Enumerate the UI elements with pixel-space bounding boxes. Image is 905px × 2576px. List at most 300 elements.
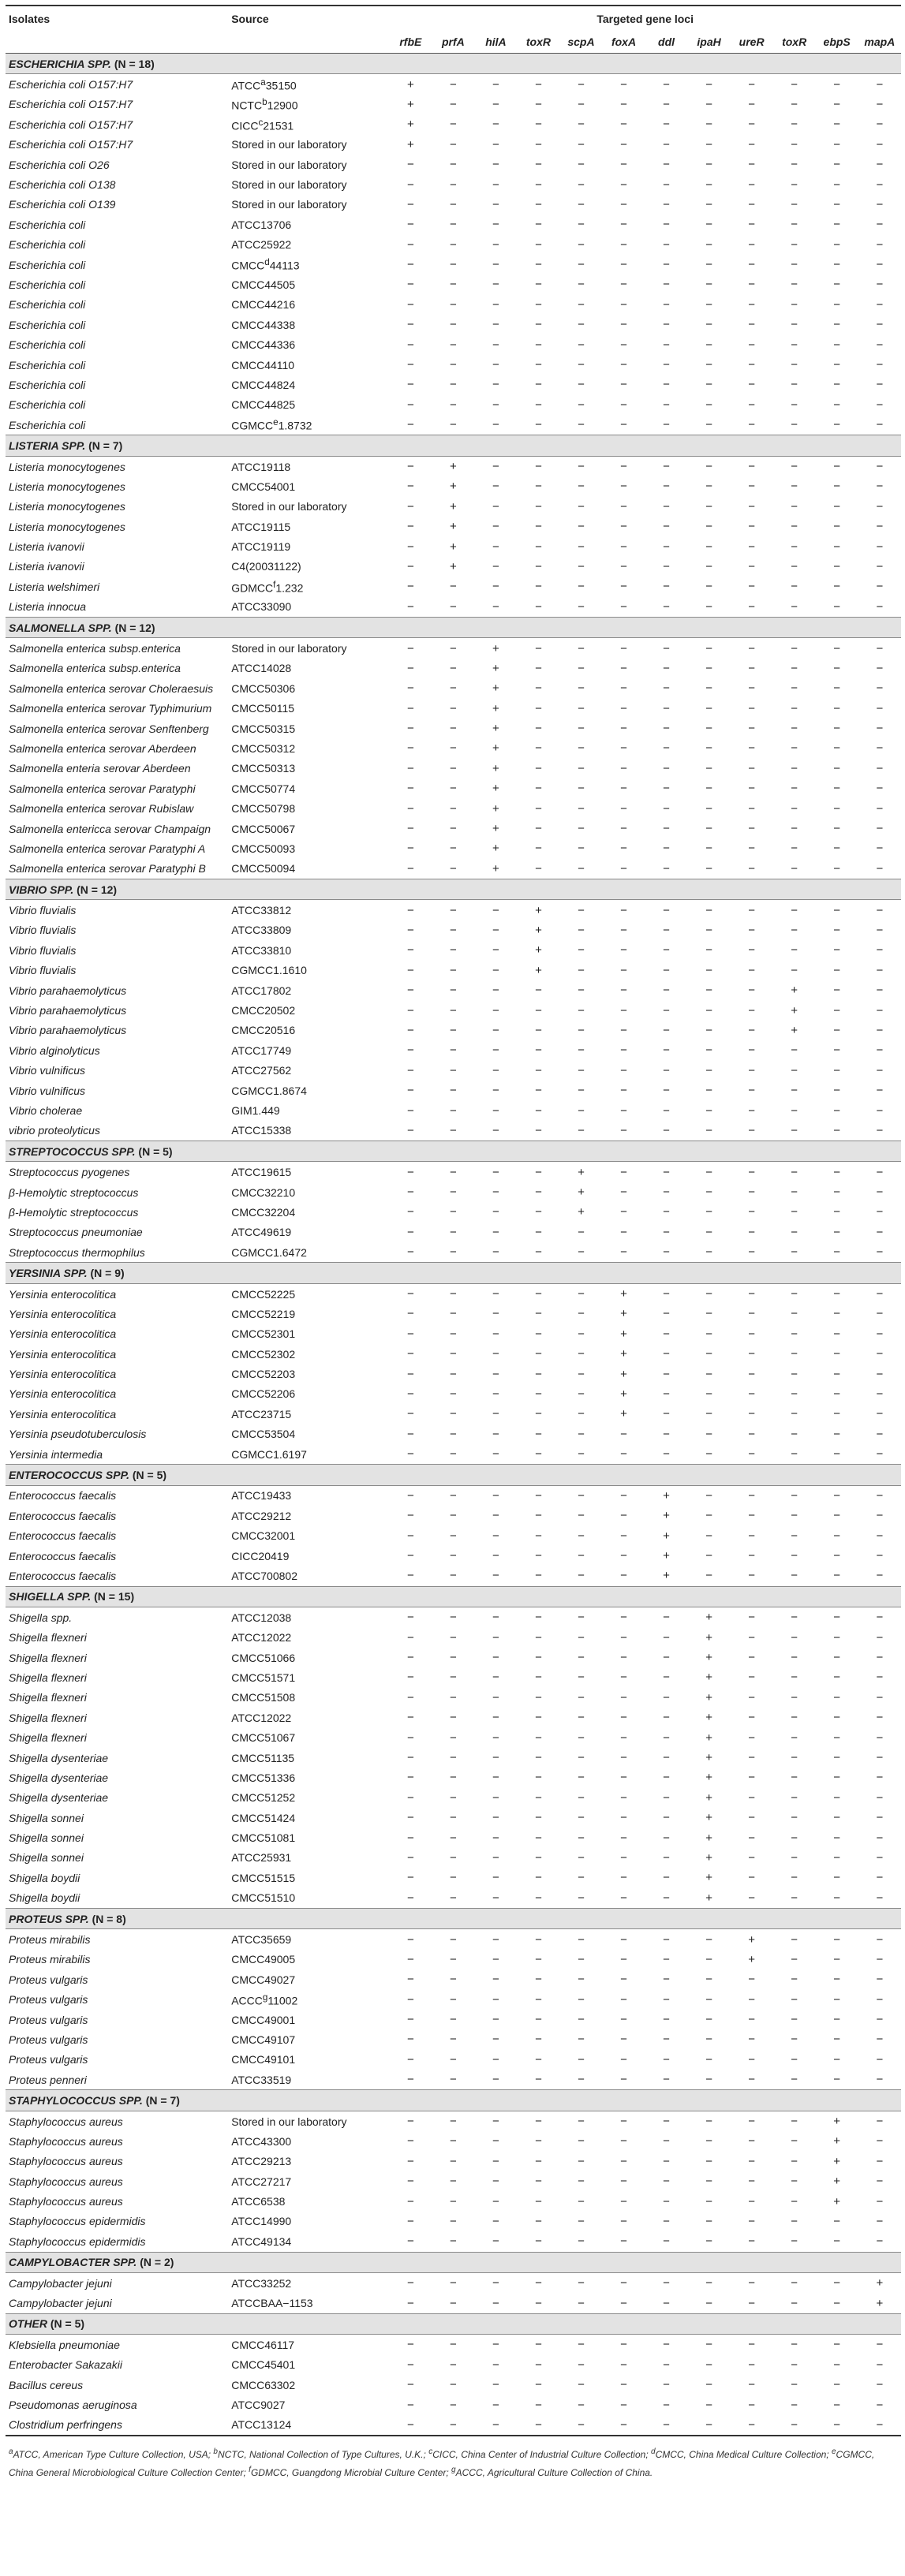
negative-mark: − [705,1992,712,2007]
negative-mark: − [620,1671,627,1685]
negative-mark: − [748,1891,755,1905]
isolate-name: Escherichia coli [9,318,86,331]
negative-mark: − [791,1367,798,1381]
negative-mark: − [705,681,712,696]
source-cell: ATCC17802 [231,984,292,997]
source-cell: ATCC19118 [231,460,291,473]
negative-mark: − [450,822,457,836]
negative-mark: − [535,1327,542,1341]
negative-mark: − [620,1651,627,1665]
group-label [6,879,901,900]
negative-mark: − [833,2296,841,2310]
negative-mark: − [406,722,414,736]
negative-mark: − [705,218,712,232]
negative-mark: − [791,378,798,392]
isolate-name: Salmonella enterica serovar Paratyphi [9,782,196,795]
negative-mark: − [492,984,499,998]
negative-mark: − [833,1407,841,1421]
negative-mark: − [833,1932,841,1947]
negative-mark: − [578,1003,585,1017]
negative-mark: − [620,297,627,312]
negative-mark: − [791,1123,798,1137]
negative-mark: − [578,1973,585,1987]
negative-mark: − [406,923,414,937]
positive-mark: + [620,1367,627,1381]
positive-mark: + [535,963,542,977]
negative-mark: − [876,177,884,192]
negative-mark: − [578,741,585,756]
negative-mark: − [450,641,457,655]
negative-mark: − [578,1891,585,1905]
negative-mark: − [833,599,841,614]
source-cell: CMCC44336 [231,338,296,352]
negative-mark: − [535,1488,542,1503]
negative-mark: − [705,237,712,252]
negative-mark: − [748,1123,755,1137]
source-cell [228,255,389,274]
negative-mark: − [663,1711,670,1725]
table-row [6,1969,901,1989]
negative-mark: − [578,963,585,977]
negative-mark: − [876,580,884,594]
negative-mark: − [748,761,755,775]
negative-mark: − [833,842,841,856]
negative-mark: − [791,1043,798,1058]
negative-mark: − [833,197,841,211]
negative-mark: − [663,297,670,312]
negative-mark: − [535,1063,542,1077]
source-cell: CMCC51135 [231,1751,295,1764]
positive-mark: + [578,1165,585,1179]
footnote-text: $^a$ATCC, American Type Culture Collection, USA; $^b$NCTC, National Collection of Type Cultures, U.K.; $^c$CICC, China Center of Industrial Culture Collection; $^d$CMCC, China Medical Culture Collection; $^e$CGMCC, China General Microbiological Culture Collection Center; $^f$GDMCC, Guangdong Microbial Culture Center; $^g$ACCC, Agricultural Culture Collection of China. [9,2447,875,2479]
negative-mark: − [791,2134,798,2149]
negative-mark: − [620,842,627,856]
negative-mark: − [578,398,585,412]
source-cell: CMCC44110 [231,358,295,371]
negative-mark: − [578,1043,585,1058]
negative-mark: − [705,1063,712,1077]
negative-mark: − [578,1831,585,1845]
negative-mark: − [748,2175,755,2189]
negative-mark: − [620,903,627,917]
table-row [6,1506,901,1525]
negative-mark: − [406,2214,414,2228]
source-cell: CMCC50315 [231,722,296,735]
negative-mark: − [663,1651,670,1665]
negative-mark: − [833,1123,841,1137]
source-cell: CMCC50306 [231,681,296,695]
negative-mark: − [578,1992,585,2007]
negative-mark: − [620,218,627,232]
negative-mark: − [406,338,414,352]
positive-mark: + [406,118,414,132]
negative-mark: − [876,1063,884,1077]
negative-mark: − [578,801,585,816]
negative-mark: − [748,943,755,958]
negative-mark: − [450,1790,457,1805]
negative-mark: − [791,1447,798,1462]
negative-mark: − [492,1367,499,1381]
negative-mark: − [492,1992,499,2007]
negative-mark: − [791,2214,798,2228]
negative-mark: − [578,278,585,292]
gene-header: ddl [645,31,688,54]
negative-mark: − [876,2417,884,2432]
negative-mark: − [663,1611,670,1625]
negative-mark: − [791,237,798,252]
negative-mark: − [620,782,627,796]
negative-mark: − [705,520,712,534]
negative-mark: − [791,2175,798,2189]
negative-mark: − [620,2013,627,2027]
negative-mark: − [791,1871,798,1885]
group-header-row [6,617,901,637]
negative-mark: − [748,2417,755,2432]
negative-mark: − [535,681,542,696]
positive-mark: + [406,97,414,111]
negative-mark: − [535,137,542,151]
isolate-name: Escherichia coli O157:H7 [9,78,133,91]
negative-mark: − [492,97,499,111]
negative-mark: − [406,822,414,836]
source-prefix: CICC [231,119,259,133]
isolate-name: Escherichia coli [9,358,86,371]
negative-mark: − [791,1205,798,1219]
negative-mark: − [492,2073,499,2087]
negative-mark: − [791,2194,798,2208]
negative-mark: − [535,1529,542,1543]
negative-mark: − [705,2013,712,2027]
negative-mark: − [492,258,499,272]
positive-mark: + [492,722,499,736]
negative-mark: − [406,1307,414,1321]
negative-mark: − [620,1529,627,1543]
negative-mark: − [535,661,542,675]
negative-mark: − [406,1367,414,1381]
positive-mark: + [450,499,457,513]
negative-mark: − [833,1529,841,1543]
negative-mark: − [620,2115,627,2129]
negative-mark: − [705,2194,712,2208]
negative-mark: − [748,1730,755,1745]
table-row [6,1667,901,1687]
negative-mark: − [748,2115,755,2129]
negative-mark: − [791,158,798,172]
isolate-name: Proteus mirabilis [9,1933,91,1947]
isolate-name: Shigella boydii [9,1891,80,1905]
isolate-name: Escherichia coli O26 [9,158,110,171]
negative-mark: − [663,599,670,614]
negative-mark: − [535,782,542,796]
table-row [6,1304,901,1323]
negative-mark: − [535,1891,542,1905]
negative-mark: − [578,2358,585,2372]
negative-mark: − [620,943,627,958]
negative-mark: − [663,1932,670,1947]
source-cell: CMCC49001 [231,2013,296,2026]
negative-mark: − [833,681,841,696]
negative-mark: − [748,137,755,151]
source-cell: CMCC44338 [231,318,296,331]
negative-mark: − [450,2338,457,2352]
negative-mark: − [663,2296,670,2310]
positive-mark: + [492,701,499,715]
negative-mark: − [663,1973,670,1987]
negative-mark: − [833,1327,841,1341]
negative-mark: − [492,580,499,594]
source-cell: ATCC25922 [231,238,292,252]
negative-mark: − [578,1529,585,1543]
negative-mark: − [833,1611,841,1625]
positive-mark: + [791,1023,798,1037]
negative-mark: − [748,801,755,816]
negative-mark: − [578,1671,585,1685]
table-row [6,1202,901,1222]
negative-mark: − [876,1043,884,1058]
negative-mark: − [876,1084,884,1098]
positive-mark: + [663,1529,670,1543]
source-cell: ATCC29213 [231,2155,292,2168]
negative-mark: − [620,1992,627,2007]
negative-mark: − [791,2234,798,2249]
negative-mark: − [833,1730,841,1745]
negative-mark: − [535,460,542,473]
table-row [6,1021,901,1040]
table-row [6,1121,901,1141]
negative-mark: − [705,1529,712,1543]
negative-mark: − [535,237,542,252]
negative-mark: − [833,1023,841,1037]
negative-mark: − [492,1751,499,1764]
negative-mark: − [705,2378,712,2392]
negative-mark: − [748,1225,755,1239]
negative-mark: − [663,480,670,494]
negative-mark: − [663,963,670,977]
table-row [6,334,901,354]
negative-mark: − [578,2276,585,2290]
negative-mark: − [620,923,627,937]
negative-mark: − [876,118,884,132]
negative-mark: − [535,580,542,594]
group-label [6,2313,901,2334]
negative-mark: − [705,1447,712,1462]
negative-mark: − [748,599,755,614]
table-row [6,2010,901,2029]
negative-mark: − [450,1043,457,1058]
negative-mark: − [406,943,414,958]
negative-mark: − [450,158,457,172]
isolate-name: Yersinia enterocolitica [9,1327,117,1341]
negative-mark: − [833,297,841,312]
negative-mark: − [876,2338,884,2352]
negative-mark: − [406,1123,414,1137]
negative-mark: − [406,984,414,998]
negative-mark: − [492,1023,499,1037]
negative-mark: − [748,480,755,494]
isolate-name: Klebsiella pneumoniae [9,2338,120,2351]
table-row [6,920,901,940]
group-label [6,1908,901,1928]
negative-mark: − [492,2134,499,2149]
negative-mark: − [748,1611,755,1625]
negative-mark: − [663,842,670,856]
negative-mark: − [705,1205,712,1219]
negative-mark: − [791,1690,798,1704]
source-cell: ATCC23715 [231,1407,292,1421]
negative-mark: − [450,2358,457,2372]
isolate-name: Escherichia coli O139 [9,198,116,211]
source-cell: Stored in our laboratory [231,158,347,171]
negative-mark: − [535,1084,542,1098]
negative-mark: − [492,1123,499,1137]
isolate-name: Streptococcus pneumoniae [9,1226,143,1239]
negative-mark: − [705,661,712,675]
isolate-name: Shigella sonnei [9,1831,84,1845]
negative-mark: − [663,1165,670,1179]
negative-mark: − [748,1165,755,1179]
negative-mark: − [578,218,585,232]
negative-mark: − [578,822,585,836]
isolate-name: Enterococcus faecalis [9,1549,117,1562]
group-name: CAMPYLOBACTER SPP. [9,2256,137,2269]
negative-mark: − [492,2154,499,2168]
negative-mark: − [406,2073,414,2087]
table-row [6,74,901,95]
negative-mark: − [578,77,585,91]
source-cell: CMCC52203 [231,1368,296,1381]
negative-mark: − [620,641,627,655]
negative-mark: − [833,1569,841,1583]
isolate-name: Campylobacter jejuni [9,2297,112,2310]
negative-mark: − [876,1185,884,1200]
source-cell: CMCC49005 [231,1953,296,1966]
negative-mark: − [663,460,670,473]
source-cell: CMCC20502 [231,1004,296,1017]
negative-mark: − [535,480,542,494]
negative-mark: − [450,1245,457,1260]
negative-mark: − [748,258,755,272]
source-cell: CMCC44825 [231,398,296,412]
negative-mark: − [876,1165,884,1179]
negative-mark: − [748,842,755,856]
negative-mark: − [833,97,841,111]
negative-mark: − [620,1225,627,1239]
negative-mark: − [450,2417,457,2432]
negative-mark: − [748,118,755,132]
negative-mark: − [663,2214,670,2228]
negative-mark: − [620,1730,627,1745]
negative-mark: − [620,741,627,756]
negative-mark: − [791,1630,798,1645]
negative-mark: − [791,1084,798,1098]
group-name: STREPTOCOCCUS SPP. [9,1144,136,1158]
negative-mark: − [578,1084,585,1098]
negative-mark: − [492,158,499,172]
negative-mark: − [748,1569,755,1583]
negative-mark: − [876,1932,884,1947]
negative-mark: − [705,2134,712,2149]
negative-mark: − [791,358,798,372]
negative-mark: − [620,499,627,513]
negative-mark: − [450,701,457,715]
negative-mark: − [620,2073,627,2087]
negative-mark: − [791,801,798,816]
negative-mark: − [535,1973,542,1987]
negative-mark: − [791,2417,798,2432]
negative-mark: − [535,559,542,573]
negative-mark: − [406,1711,414,1725]
positive-mark: + [705,1671,712,1685]
negative-mark: − [748,1871,755,1885]
negative-mark: − [450,661,457,675]
negative-mark: − [406,861,414,875]
source-cell: ATCC27217 [231,2175,292,2188]
negative-mark: − [705,1225,712,1239]
positive-mark: + [492,761,499,775]
negative-mark: − [748,861,755,875]
source-cell: CMCC51571 [231,1671,296,1684]
negative-mark: − [663,338,670,352]
negative-mark: − [450,1103,457,1118]
negative-mark: − [791,1225,798,1239]
negative-mark: − [791,1973,798,1987]
negative-mark: − [406,1287,414,1301]
negative-mark: − [876,1891,884,1905]
negative-mark: − [450,861,457,875]
negative-mark: − [535,520,542,534]
negative-mark: − [833,1549,841,1563]
table-row [6,1404,901,1424]
negative-mark: − [833,520,841,534]
negative-mark: − [876,1651,884,1665]
negative-mark: − [748,1407,755,1421]
negative-mark: − [791,559,798,573]
table-row [6,2191,901,2211]
source-prefix: ACCC [231,1994,263,2007]
isolate-name: Escherichia coli [9,258,86,271]
negative-mark: − [663,2033,670,2047]
negative-mark: − [406,1891,414,1905]
negative-mark: − [705,137,712,151]
negative-mark: − [492,2234,499,2249]
source-cell: CMCC63302 [231,2378,296,2391]
positive-mark: + [663,1488,670,1503]
negative-mark: − [705,1367,712,1381]
negative-mark: − [450,1992,457,2007]
negative-mark: − [791,480,798,494]
negative-mark: − [450,2194,457,2208]
negative-mark: − [876,943,884,958]
negative-mark: − [833,1387,841,1401]
negative-mark: − [492,237,499,252]
negative-mark: − [876,1023,884,1037]
negative-mark: − [663,782,670,796]
negative-mark: − [492,1671,499,1685]
negative-mark: − [876,681,884,696]
negative-mark: − [450,418,457,432]
negative-mark: − [833,2378,841,2392]
negative-mark: − [406,1671,414,1685]
negative-mark: − [748,1850,755,1865]
source-cell: CGMCC1.6197 [231,1447,307,1461]
negative-mark: − [663,1850,670,1865]
isolate-name: Escherichia coli [9,398,86,412]
negative-mark: − [705,499,712,513]
positive-mark: + [492,782,499,796]
negative-mark: − [535,2276,542,2290]
negative-mark: − [748,218,755,232]
isolate-name: Salmonella enterica serovar Aberdeen [9,741,196,755]
